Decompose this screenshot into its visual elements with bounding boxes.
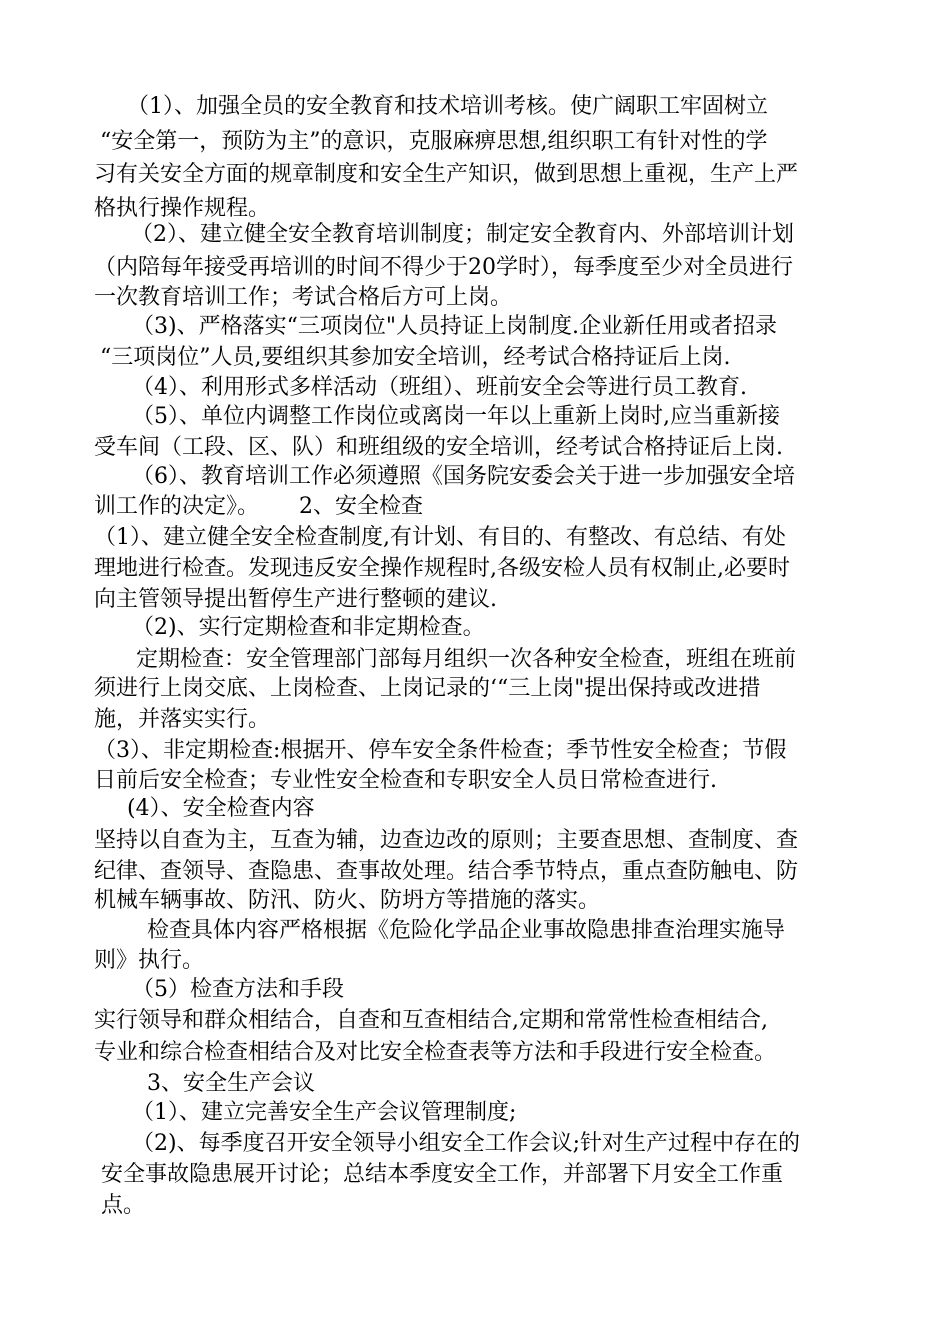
text-line: 受车间（工段、区、队）和班组级的安全培训，经考试合格持证后上岗. <box>94 435 783 460</box>
text-line: （2）、建立健全安全教育培训制度；制定安全教育内、外部培训计划 <box>131 222 794 247</box>
text-line: 一次教育培训工作；考试合格后方可上岗。 <box>94 285 513 310</box>
text-line: （6）、教育培训工作必须遵照《国务院安委会关于进一步加强安全培 <box>132 464 795 489</box>
text-line: （5）、单位内调整工作岗位或离岗一年以上重新上岗时,应当重新接 <box>132 404 780 429</box>
text-line: 专业和综合检查相结合及对比安全检查表等方法和手段进行安全检查。 <box>94 1040 777 1065</box>
text-line: 施，并落实实行。 <box>94 707 271 732</box>
text-line: （1）、加强全员的安全教育和技术培训考核。使广阔职工牢固树立 <box>127 94 768 119</box>
text-line: 理地进行检查。发现违反安全操作规程时,各级安检人员有权制止,必要时 <box>94 556 790 581</box>
text-line: “三项岗位”人员,要组织其参加安全培训，经考试合格持证后上岗. <box>100 345 731 370</box>
text-line: 检查具体内容严格根据《危险化学品企业事故隐患排查治理实施导 <box>147 918 786 943</box>
text-line: （3）、非定期检查:根据开、停车安全条件检查；季节性安全检查；节假 <box>94 738 787 763</box>
text-line: 日前后安全检查；专业性安全检查和专职安全人员日常检查进行. <box>94 768 717 793</box>
text-line: （1）、建立完善安全生产会议管理制度; <box>132 1100 517 1125</box>
text-line: 则》执行。 <box>94 948 205 973</box>
text-line: 点。 <box>101 1193 146 1218</box>
text-line: 定期检查：安全管理部门部每月组织一次各种安全检查，班组在班前 <box>136 647 797 672</box>
text-line: 实行领导和群众相结合，自查和互查相结合,定期和常常性检查相结合, <box>94 1008 768 1033</box>
text-line: 训工作的决定》。 2、安全检查 <box>94 494 423 519</box>
text-line: （内陪每年接受再培训的时间不得少于20学时），每季度至少对全员进行 <box>94 255 793 280</box>
text-line: “安全第一，预防为主”的意识，克服麻痹思想,组织职工有针对性的学 <box>100 129 768 154</box>
text-line: （1）、建立健全安全检查制度,有计划、有目的、有整改、有总结、有处 <box>94 525 786 550</box>
text-line: （3)、严格落实“三项岗位"人员持证上岗制度.企业新任用或者招录 <box>132 314 777 339</box>
text-line: 坚持以自查为主，互查为辅，边查边改的原则；主要查思想、查制度、查 <box>94 828 799 853</box>
text-line: （4）、利用形式多样活动（班组）、班前安全会等进行员工教育. <box>132 375 747 400</box>
text-line: （2)、实行定期检查和非定期检查。 <box>132 615 485 640</box>
text-line: 3、安全生产会议 <box>147 1071 315 1096</box>
text-line: (4）、安全检查内容 <box>127 796 315 821</box>
text-line: 纪律、查领导、查隐患、查事故处理。结合季节特点，重点查防触电、防 <box>94 859 799 884</box>
text-line: （5）检查方法和手段 <box>132 977 344 1002</box>
text-line: 安全事故隐患展开讨论；总结本季度安全工作，并部署下月安全工作重 <box>101 1162 784 1187</box>
text-line: 格执行操作规程。 <box>94 196 271 221</box>
text-line: 机械车辆事故、防汛、防火、防坍方等措施的落实。 <box>94 888 601 913</box>
text-line: 向主管领导提出暂停生产进行整顿的建议. <box>94 587 497 612</box>
text-line: （2)、每季度召开安全领导小组安全工作会议;针对生产过程中存在的 <box>132 1131 800 1156</box>
text-line: 习有关安全方面的规章制度和安全生产知识，做到思想上重视，生产上严 <box>94 162 799 187</box>
text-line: 须进行上岗交底、上岗检查、上岗记录的‘“三上岗"提出保持或改进措 <box>94 676 761 701</box>
